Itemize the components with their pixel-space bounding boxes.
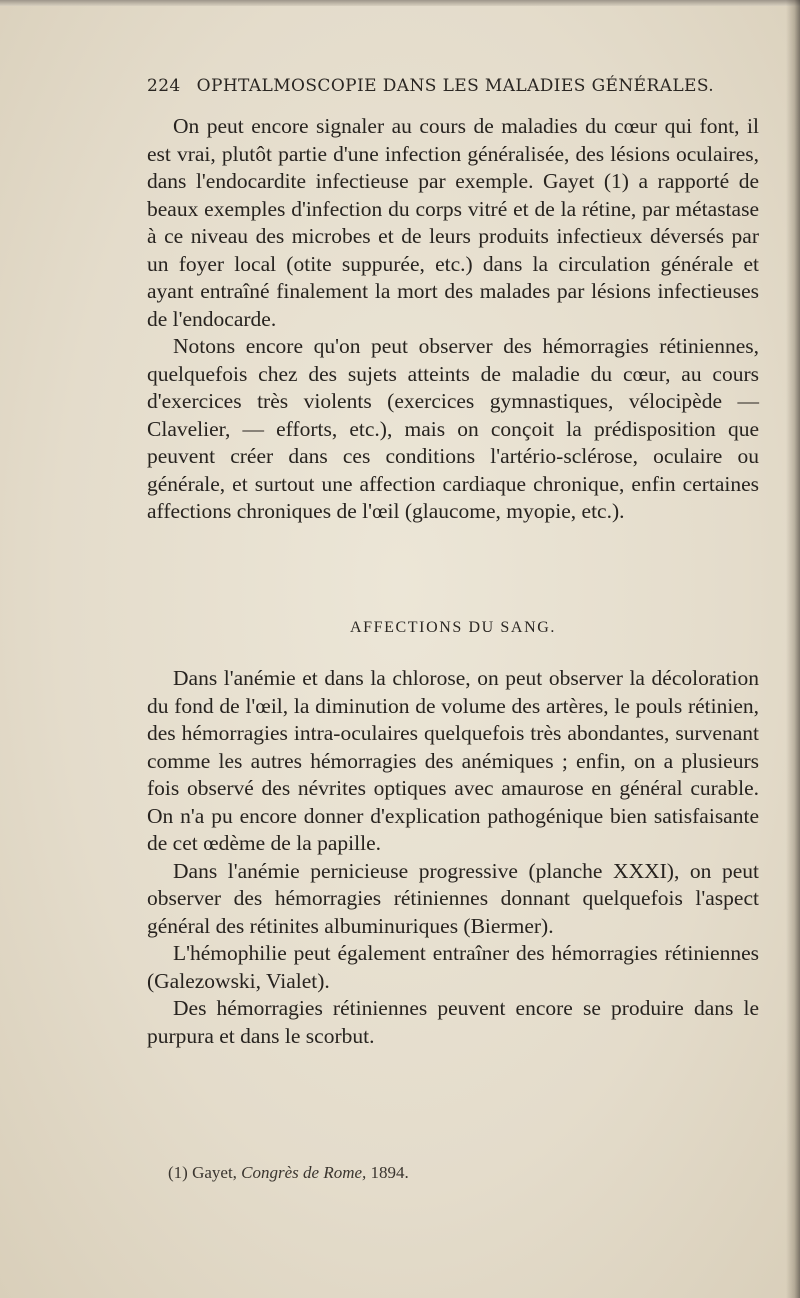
running-title: OPHTALMOSCOPIE DANS LES MALADIES GÉNÉRALES. — [196, 76, 715, 96]
footnote-work: Congrès de Rome, — [241, 1163, 367, 1182]
paragraph: Dans l'anémie et dans la chlorose, on peut observer la décoloration du fond de l'œil, la diminution de volume des artères, le pouls rétinien, des hémorragies intra-oculaires quelquefois très abondantes, survenant comme les autres hémorragies des anémiques ; enfin, on a plusieurs fois observé des névrites optiques avec amaurose en général curable. On n'a pu encore donner d'explication pathogénique bien satisfaisante de cet œdème de la papille. — [147, 666, 759, 855]
footnote-author: Gayet, — [192, 1163, 237, 1182]
page-top-edge — [0, 0, 800, 6]
section-heart-text — [147, 113, 759, 526]
paragraph: L'hémophilie peut également entraîner des hémorragies rétiniennes (Galezowski, Vialet). — [147, 941, 759, 993]
footnote-marker: (1) — [168, 1163, 188, 1182]
paragraph: Des hémorragies rétiniennes peuvent encore se produire dans le purpura et dans le scorbut. — [147, 996, 759, 1048]
footnote-year: 1894. — [370, 1163, 409, 1182]
section-title: AFFECTIONS DU SANG. — [350, 619, 556, 636]
section-blood-text — [147, 665, 759, 1050]
footnote — [168, 1163, 409, 1183]
page-binding-shadow — [786, 0, 800, 1298]
paragraph: On peut encore signaler au cours de maladies du cœur qui font, il est vrai, plutôt partie d'une infection généralisée, des lésions oculaires, dans l'endocardite infectieuse par exemple. Gayet (1) a rapporté de beaux exemples d'infection du corps vitré et de la rétine, par métastase à ce niveau des microbes et de leurs produits infectieux déversés par un foyer local (otite suppurée, etc.) dans la circulation générale et ayant entraîné finalement la mort des malades par lésions infectieuses de l'endocarde. — [147, 114, 759, 331]
page-number: 224 — [147, 76, 181, 96]
running-header — [147, 76, 767, 96]
paragraph: Dans l'anémie pernicieuse progressive (planche XXXI), on peut observer des hémorragies rétiniennes donnant quelquefois l'aspect général des rétinites albuminuriques (Biermer). — [147, 858, 759, 938]
paragraph: Notons encore qu'on peut observer des hémorragies rétiniennes, quelquefois chez des sujets atteints de maladie du cœur, au cours d'exercices très violents (exercices gymnastiques, vélocipède — Clavelier, — efforts, etc.), mais on conçoit la prédisposition que peuvent créer dans ces conditions l'artério-sclérose, oculaire ou générale, et surtout une affection cardiaque chronique, enfin certaines affections chroniques de l'œil (glaucome, myopie, etc.). — [147, 334, 759, 523]
